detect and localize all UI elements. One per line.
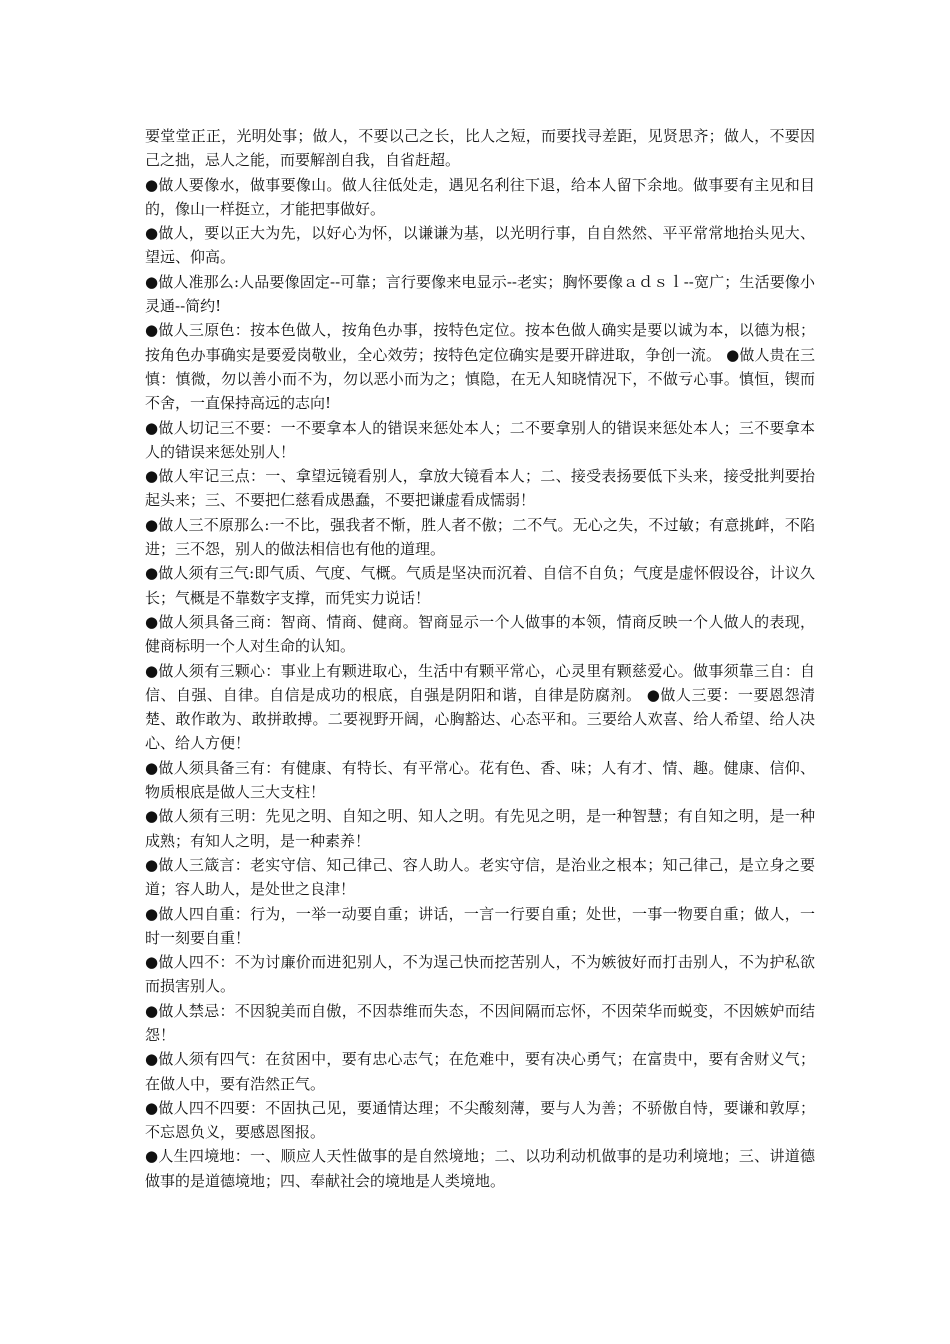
paragraph-20: ●人生四境地：一、顺应人天性做事的是自然境地；二、以功利动机做事的是功利境地；三、讲道德做事的是道德境地；四、奉献社会的境地是人类境地。 [145, 1147, 815, 1190]
paragraph-19: ●做人四不四要：不固执己见，要通情达理；不尖酸刻薄，要与人为善；不骄傲自恃，要谦和敦厚；不忘恩负义，要感恩图报。 [145, 1098, 815, 1142]
paragraph-3: ●做人，要以正大为先，以好心为怀，以谦谦为基，以光明行事，自自然然、平平常常地抬头见大、望远、仰高。 [145, 224, 815, 267]
paragraph-11: ●做人须有三颗心：事业上有颗进取心，生活中有颗平常心，心灵里有颗慈爱心。做事须靠三自：自信、自强、自律。自信是成功的根底，自强是阴阳和谐，自律是防腐剂。 ●做人三要：一要恩怨清楚、敢作敢为、敢拼敢搏。二要视野开阔，心胸豁达、心态平和。三要给人欢喜、给人希望、给人决心、给人方便！ [145, 661, 815, 753]
paragraph-18: ●做人须有四气：在贫困中，要有忠心志气；在危难中，要有决心勇气；在富贵中，要有舍财义气；在做人中，要有浩然正气。 [145, 1050, 815, 1093]
paragraph-17: ●做人禁忌：不因貌美而自傲，不因恭维而失态，不因间隔而忘怀，不因荣华而蜕变，不因嫉妒而结怨！ [145, 1001, 815, 1044]
paragraph-5: ●做人三原色：按本色做人，按角色办事，按特色定位。按本色做人确实是要以诚为本，以德为根；按角色办事确实是要爱岗敬业，全心效劳；按特色定位确实是要开辟进取，争创一流。 ●做人贵在三慎：慎微，勿以善小而不为，勿以恶小而为之；慎隐，在无人知晓情况下，不做亏心事。慎恒，锲而不舍，一直保持高远的志向! [145, 321, 815, 413]
paragraph-13: ●做人须有三明：先见之明、自知之明、知人之明。有先见之明，是一种智慧；有自知之明，是一种成熟；有知人之明，是一种素养！ [145, 807, 815, 850]
paragraph-10: ●做人须具备三商：智商、情商、健商。智商显示一个人做事的本领，情商反映一个人做人的表现，健商标明一个人对生命的认知。 [145, 612, 815, 656]
paragraph-9: ●做人须有三气:即气质、气度、气概。气质是坚决而沉着、自信不自负；气度是虚怀假设谷，计议久长；气概是不靠数字支撑，而凭实力说话！ [145, 564, 815, 607]
paragraph-6: ●做人切记三不要：一不要拿本人的错误来惩处本人；二不要拿别人的错误来惩处本人；三不要拿本人的错误来惩处别人！ [145, 418, 815, 461]
paragraph-7: ●做人牢记三点：一、拿望远镜看别人，拿放大镜看本人；二、接受表扬要低下头来，接受批判要抬起头来；三、不要把仁慈看成愚蠢，不要把谦虚看成懦弱！ [145, 467, 815, 510]
paragraph-8: ●做人三不原那么:一不比，强我者不惭，胜人者不傲；二不气。无心之失，不过敏；有意挑衅，不陷进；三不怨，别人的做法相信也有他的道理。 [145, 515, 815, 559]
document-body [145, 124, 815, 1193]
paragraph-4: ●做人准那么:人品要像固定--可靠；言行要像来电显示--老实；胸怀要像ａｄｓｌ--宽广；生活要像小灵通--简约! [145, 272, 815, 316]
paragraph-14: ●做人三箴言：老实守信、知己律己、容人助人。老实守信，是治业之根本；知己律己，是立身之要道；容人助人，是处世之良津！ [145, 855, 815, 899]
paragraph-12: ●做人须具备三有：有健康、有特长、有平常心。花有色、香、味；人有才、情、趣。健康、信仰、物质根底是做人三大支柱！ [145, 758, 815, 802]
paragraph-15: ●做人四自重：行为，一举一动要自重；讲话，一言一行要自重；处世，一事一物要自重；做人，一时一刻要自重！ [145, 904, 815, 947]
paragraph-2: ●做人要像水，做事要像山。做人往低处走，遇见名利往下退，给本人留下余地。做事要有主见和目的，像山一样挺立，才能把事做好。 [145, 175, 815, 218]
paragraph-16: ●做人四不：不为讨廉价而进犯别人，不为逞己快而挖苦别人，不为嫉彼好而打击别人，不为护私欲而损害别人。 [145, 953, 815, 996]
paragraph-1: 要堂堂正正，光明处事；做人，不要以己之长，比人之短，而要找寻差距，见贤思齐；做人，不要因己之拙，忌人之能，而要解剖自我，自省赶超。 [145, 127, 815, 170]
